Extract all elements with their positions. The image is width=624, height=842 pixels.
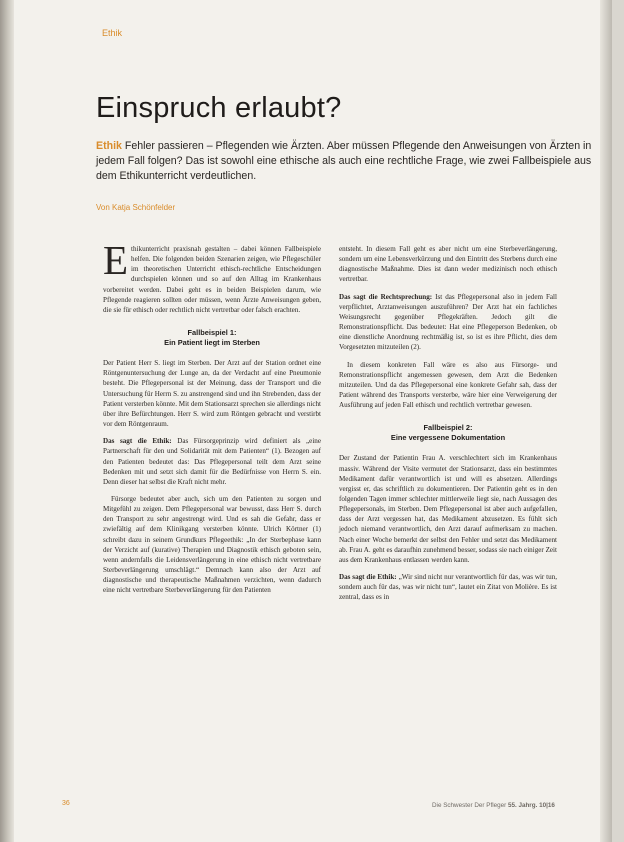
ethik2-paragraph: Fürsorge bedeutet aber auch, sich um den Patienten zu sorgen und Mitgefühl zu zeigen. Dem Pflegepersonal war bewusst, dass Herr S. durch den Transport zu sehr angestrengt wird. Und es sah die Gefahr, dass er zwiefältig auf dem Klinikgang versterben könnte. Ulrich Körtner (1) schreibt dazu in seinem Grundkurs Pflegeethik: „In der Sterbephase kann der Verzicht auf (kurative) Therapien und Diagnostik ethisch geboten sein, wenn andernfalls die Leidensverlängerung in eine ethisch nicht vertretbare Sterbeverlängerung umschlägt.“ Demnach kann also der Arzt auf diagnostische und therapeutische Maßnahmen verzichten, wenn dadurch eine nicht vertretbare Sterbeverlängerung für den Patienten (103, 494, 321, 595)
page-number: 36 (62, 800, 70, 807)
case2-paragraph: Der Zustand der Patientin Frau A. verschlechtert sich im Krankenhaus massiv. Während der Visite vermutet der Stationsarzt, dass ein bestimmtes Medikament dafür verantwortlich ist und will es absetzen. Allerdings vergisst er, das schriftlich zu dokumentieren. Der Patientin geht es in den folgenden Tagen immer schlechter mittlerweile liegt sie, nach Aussagen des Pflegepersonals, im Sterben. Dem Pflegepersonal ist aber auch aufgefallen, dass der Arzt vergessen hat, das Medikament abzusetzen. Es fühlt sich jedoch niemand verantwortlich, den Arzt darauf aufmerksam zu machen. Nach einer Woche bemerkt der selbst den Fehler und setzt das Medikament ab. Frau A. geht es daraufhin zunehmend besser, sodass sie nach einiger Zeit aus dem Krankenhaus entlassen werden kann. (339, 454, 557, 564)
case2-heading (339, 423, 557, 443)
ethik-label-2: Das sagt die Ethik: (339, 573, 397, 582)
case1-heading-line1: Fallbeispiel 1: (187, 328, 237, 338)
case1-heading (103, 328, 321, 348)
byline: Von Katja Schönfelder (96, 203, 176, 212)
footer-source (432, 802, 555, 809)
case1-paragraph: Der Patient Herr S. liegt im Sterben. Der Arzt auf der Station ordnet eine Röntgenuntersuchung der Lunge an, da der Verdacht auf eine Pneumonie besteht. Die Pflegepersonal ist der Meinung, dass der Transport und die Untersuchung für Herrn S. zu anstrengend sind und ihn Strebenden, dass der Patient versterben könnte. Mit dem Stationsarzt sprechen sie allerdings nicht über ihre Befürchtungen. Herr S. wird zum Röntgen gebracht und verstirbt vor dem Röntgenraum. (103, 359, 321, 429)
ethik-label: Das sagt die Ethik: (103, 437, 172, 446)
ethik3-text: „Wir sind nicht nur verantwortlich für das, was wir tun, sondern auch für das, was wir nicht tun“, lautet ein Zitat von Molière. Es ist zentral, dass es in (339, 573, 558, 602)
page-gutter-shadow (0, 0, 14, 842)
drop-cap: E (103, 237, 129, 283)
intro-paragraph (103, 237, 321, 315)
recht2-paragraph: In diesem konkreten Fall wäre es also aus Fürsorge- und Remonstrationspflicht angemessen gewesen, dem Arzt die Bedenken mitzuteilen. Und da das Pflegepersonal eine konkrete Gefahr sah, dass der Patient während des Transports versterbe, wäre hier eine Verweigerung der Ausführung auf jeden Fall ethisch und rechtlich vertretbar gewesen. (339, 360, 557, 410)
recht1-paragraph (339, 292, 557, 353)
lead-text: Fehler passieren – Pflegenden wie Ärzten. Aber müssen Pflegende den Anweisungen von Ärzten in jedem Fall folgen? Das ist sowohl eine ethische als auch eine rechtliche Frage, wie zwei Fallbeispiele aus dem Ethikunterricht verdeutlichen. (96, 140, 592, 182)
ethik1-paragraph (103, 436, 321, 487)
ethik3-paragraph (339, 572, 557, 602)
page-right-edge (600, 0, 612, 842)
lead-keyword: Ethik (96, 140, 122, 152)
case1-heading-line2: Ein Patient liegt im Sterben (164, 338, 260, 348)
section-label: Ethik (102, 28, 123, 38)
case2-heading-line2: Eine vergessene Dokumentation (390, 433, 506, 443)
recht-label: Das sagt die Rechtsprechung: (339, 292, 433, 301)
text-column-left (103, 237, 321, 603)
recht1-text: Ist das Pflegepersonal also in jedem Fall verpflichtet, Arztanweisungen auszuführen? Der Arzt hat ein fachliches Weisungsrecht gegenüber Pflegekräften. Jedoch gilt die Remonstrationspflicht. Das bedeutet: Hat eine Pflegeperson Bedenken, ob eine dienstliche Anordnung rechtmäßig ist, so ist es ihre Pflicht, dies dem Vorgesetzten mitzuteilen (2). (339, 292, 557, 352)
text-column-right (339, 244, 557, 610)
intro-text: thikunterricht praxisnah gestalten – dabei können Fallbeispiele helfen. Die folgenden beiden Szenarien zeigen, wie Pflegeschüler im theoretischen Unterricht ethisch-rechtliche Entscheidungen durchspielen können und so auf den Alltag im Krankenhaus vorbereitet werden. Dabei geht es in beiden Beispielen darum, wie Pflegende reagieren sollten oder müssen, wenn Ärzte Anweisungen geben, die sie für ethisch oder rechtlich nicht vertretbar oder falsch erachten. (103, 245, 321, 314)
continuation-paragraph: entsteht. In diesem Fall geht es aber nicht um eine Sterbeverlängerung, sondern um eine Lebensverkürzung und den Eintritt des Sterbens durch eine diagnostische Maßnahme. Dies ist dann weder medizinisch noch ethisch vertretbar. (339, 245, 557, 284)
case2-heading-line1: Fallbeispiel 2: (423, 423, 473, 433)
footer-source-issue: 55. Jahrg. 10|16 (507, 802, 555, 809)
footer-source-title: Die Schwester Der Pfleger (432, 802, 507, 809)
ethik1-text: Das Fürsorgeprinzip wird definiert als „eine Partnerschaft für den und Solidarität mit dem Patienten“ (1). Bezogen auf den Patienten bedeutet das: Das Pflegepersonal teilt dem Arzt seine Bedenken mit und setzt sich damit für die Bedürfnisse von Herrn S. ein. Denn dieser hat selbst die Kraft nicht mehr. (103, 437, 321, 486)
article-lead (96, 139, 592, 184)
article-title: Einspruch erlaubt? (96, 92, 342, 124)
